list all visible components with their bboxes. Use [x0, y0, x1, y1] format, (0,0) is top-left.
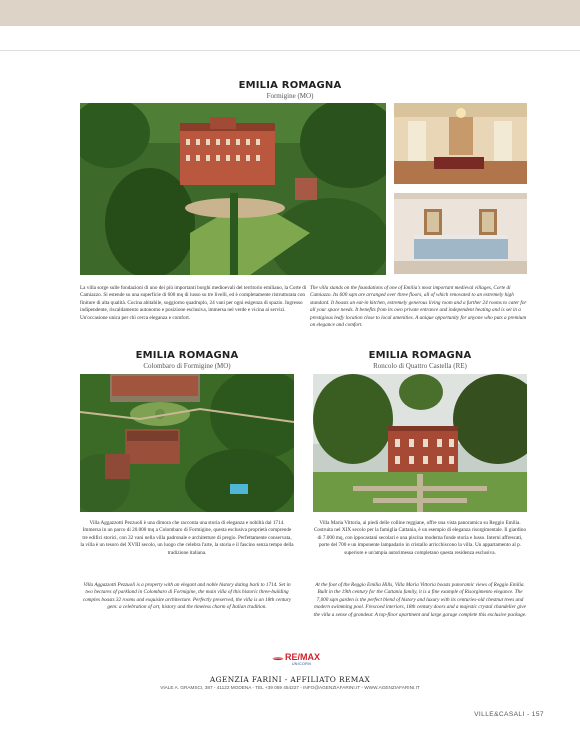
listing2-aerial-photo [80, 374, 294, 512]
listing2-location: Colombaro di Formigine (MO) [143, 362, 231, 370]
listing3-text-italian: Villa Maria Vittoria, ai piedi delle colline reggiane, offre una vista panoramica su Reggio Emilia. Costruita nel XIX secolo per la famiglia Cattania, è un esempio di eleganza risorgimentale. Il giardino di 7.000 mq, con ippocastani secolari e una piscina moderna fonde storia e lusso. Interni affrescati, porte del 700 e un imponente lampadario in cristallo arricchiscono la villa. Un appartamento al p. superiore e un'ampia autorimessa completano questa residenza esclusiva. [313, 520, 527, 556]
listing1-text-italian: La villa sorge sulle fondazioni di uno dei più importanti borghi medioevali del territorio emiliano, la Corte di Camiazzo. Si estende su una superficie di 600 mq di lusso su tre livelli, ed è completamente ristrutturata con finiture di alta qualità. Cucina abitabile, soggiorno quadruplo, 24 vani per ogni esigenza di spazio. Ingresso indipendente, riscaldamento autonomo e posizione esclusiva, immersa nel verde e vicina ai servizi. Un'occasione unica per chi cerca eleganza e comfort. [80, 285, 307, 321]
top-divider [0, 50, 580, 51]
listing2-text-italian: Villa Aggazzotti Pezzuoli è una dimora che racconta una storia di eleganza e nobiltà dal 1714. Immersa in un parco di 20.000 mq a Colombaro di Formigine, questa esclusiva proprietà comprende tre edifici storici, con 32 vani nella villa padronale e architetture di pregio. Perfettamente conservata, la villa è un tesoro del XVIII secolo, un luogo che celebra l'arte, la storia e il fascino senza tempo della tradizione italiana. [80, 520, 294, 556]
listing1-main-photo [80, 103, 386, 275]
listing1-interior-photo-1 [394, 103, 527, 184]
agency-name: AGENZIA FARINI - AFFILIATO REMAX [209, 675, 371, 684]
listing3-garden-photo [313, 374, 527, 512]
listing3-location: Roncolo di Quattro Castella (RE) [373, 362, 467, 370]
listing3-text-english: At the foot of the Reggio Emilia Hills, Villa Maria Vittoria boasts panoramic views of Reggio Emilia. Built in the 19th century for the Cattania family, it is a fine example of Risorgimento elegance. The 7,000 sqm garden is the perfect blend of history and luxury with its centuries-old chestnut trees and modern swimming pool. Frescoed interiors, 18th century doors and a majestic crystal chandelier give the villa a sense of grandeur. A top-floor apartment and large garage complete this exclusive package. [313, 582, 527, 618]
listing3-title: EMILIA ROMAGNA [368, 350, 472, 361]
agency-address: VIALE A. GRAMSCI, 387 - 41122 MODENA - TEL +39 059 454227 - INFO@AGENZIAFARINI.IT - WWW.AGENZIAFARINI.IT [160, 685, 420, 690]
listing1-title: EMILIA ROMAGNA [238, 80, 342, 91]
remax-balloon-icon [272, 652, 284, 666]
remax-logo-sub: UNICORN [292, 662, 312, 666]
listing1-interior-photo-2 [394, 193, 527, 274]
listing2-text-english: Villa Aggazzotti Pezzuoli is a property with an elegant and noble history dating back to 1714. Set in two hectares of parkland in Colombaro di Formigine, the main villa of this historic three-building complex boasts 32 rooms and exquisite architecture. Perfectly preserved, the villa is an 18th century gem: a celebration of art, history and the timeless charm of Italian tradition. [82, 582, 292, 611]
top-color-band [0, 0, 580, 26]
listing1-location: Formigine (MO) [266, 92, 314, 100]
remax-logo: RE/MAX [285, 652, 321, 662]
page-footer: VILLE&CASALI - 157 [474, 711, 544, 718]
listing2-title: EMILIA ROMAGNA [135, 350, 239, 361]
listing1-text-english: The villa stands on the foundations of one of Emilia's most important medieval villages, Corte di Camiazzo. Its 600 sqm are arranged over three floors, all of which renovated to an extremely high standard. It boasts an eat-in kitchen, extremely generous living room and a further 24 rooms to cater for all your space needs. It benefits from its own private entrance and independent heating and is set in a prestigious leafy location close to local amenities. A unique opportunity for anyone who puts a premium on elegance and comfort. [310, 285, 527, 329]
